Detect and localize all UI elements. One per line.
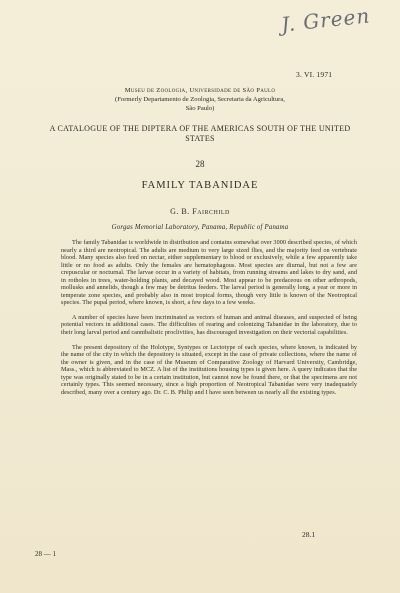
author-affiliation: Gorgas Memorial Laboratory, Panama, Republic of Panama bbox=[111, 224, 289, 231]
institution-line-3: São Paulo) bbox=[185, 105, 215, 113]
date-stamp: 3. VI. 1971 bbox=[296, 70, 333, 79]
family-heading: FAMILY TABANIDAE bbox=[141, 180, 259, 191]
handwritten-signature: J. Green bbox=[279, 3, 372, 37]
paragraph: The family Tabanidae is worldwide in distribution and contains somewhat over 3000 described species, of which nearly a third are neotropical. The adults are medium to very large sized flies, and the majority feed on vertebrate blood. Many species also feed on nectar, either supplementary to blood or exclusively, while a few apparently take little or no food as adults. Only the females are hematophagous. Most species are diurnal, but not a few are crepuscular or nocturnal. The larvae occur in a variety of habitats, from running streams and lakes to dry sand, and in rotholes in trees, water-holding plants, and decayed wood. Most appear to be predaceous on other arthropods, mollusks and annelids, though a few may be detritus feeders. The larval period is generally long, a year or more in temperate zone species, and probably also in most tropical forms, though very little is known of the Neotropical species. The pupal period, where known, is short, a few days to a few weeks. bbox=[61, 239, 357, 307]
institution-line-1: Museu de Zoologia, Universidade de São Paulo bbox=[124, 87, 276, 94]
author-initials: G. B. bbox=[170, 207, 190, 216]
body-text bbox=[61, 239, 357, 403]
page-number-left: 28 — 1 bbox=[35, 550, 56, 558]
institution-header bbox=[0, 86, 400, 114]
paragraph: The present depository of the Holotype, Syntypes or Lectotype of each species, where known, is indicated by the name of the city in which the depository is situated, except in the case of private collections, where the name of the owner is given, and in the case of the Museum of Comparative Zoology of Harvard University, Cambridge, Mass., which is abbreviated to MCZ. A list of the institutions housing types is given here. A query indicates that the type was originally stated to be in a certain institution, but cannot now be found there, or that the specimens are not certainly types. This seemed necessary, since a high proportion of Neotropical Tabanidae were very inadequately described, many over a century ago. Dr. C. B. Philip and I have seen between us nearly all the existing types. bbox=[61, 343, 357, 396]
section-number: 28 bbox=[195, 159, 205, 169]
paragraph: A number of species have been incriminated as vectors of human and animal diseases, and suspected of being potential vectors in additional cases. The difficulties of rearing and colonizing Tabanidae in the laboratory, due to their long larval period and cannibalistic proclivities, has discouraged investigation on their vectorial capabilities. bbox=[61, 313, 357, 337]
author-surname: Fairchild bbox=[192, 207, 230, 216]
catalogue-title: A CATALOGUE OF THE DIPTERA OF THE AMERICAS SOUTH OF THE UNITED STATES bbox=[49, 124, 351, 143]
page-number-right: 28.1 bbox=[302, 530, 316, 539]
author-name bbox=[0, 207, 400, 216]
institution-line-2: (Formerly Departamento de Zoologia, Secretaria da Agricultura, bbox=[115, 96, 285, 104]
